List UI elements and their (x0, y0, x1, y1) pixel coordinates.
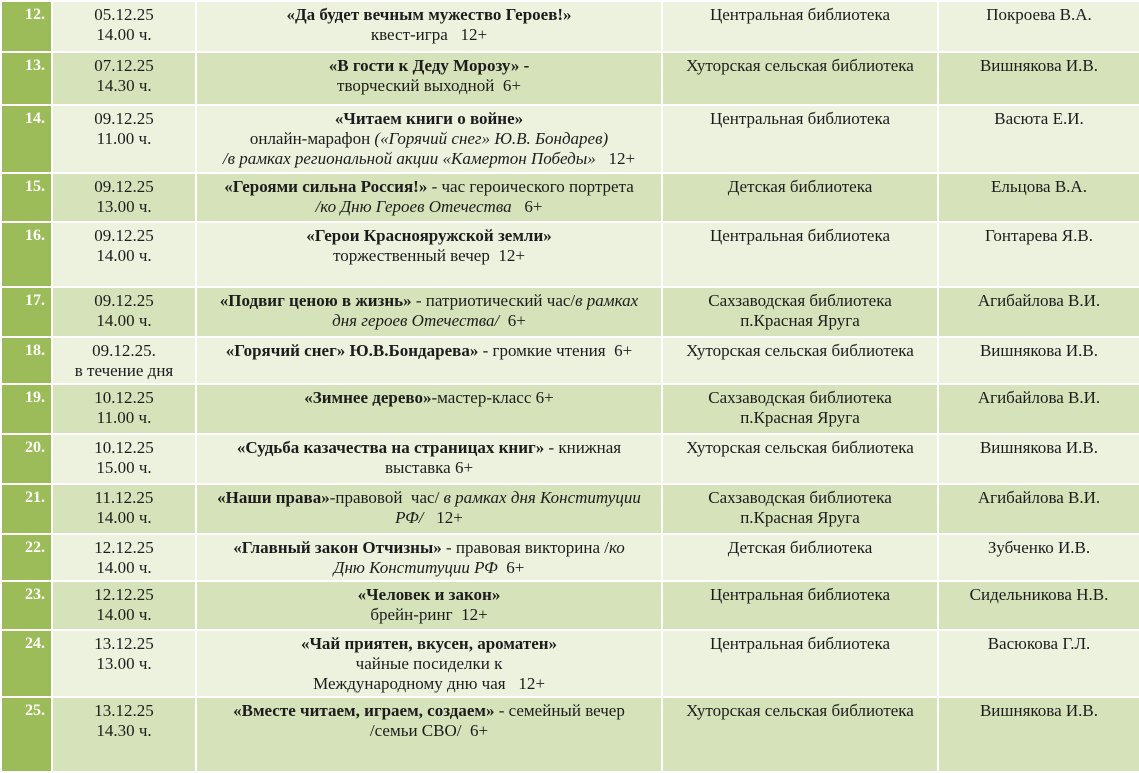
date-line: 14.30 ч. (96, 721, 152, 740)
location-line: Сахзаводская библиотека (708, 291, 892, 310)
location-line: Центральная библиотека (709, 634, 891, 653)
event-line (201, 388, 657, 408)
date-line: 14.00 ч. (96, 558, 152, 577)
responsible-person-cell: Вишнякова И.В. (938, 337, 1139, 384)
row-number-cell: 16. (1, 222, 52, 287)
date-cell (52, 434, 196, 484)
row-number-cell: 23. (1, 581, 52, 630)
table-row (1, 173, 1139, 222)
date-cell (52, 581, 196, 630)
event-cell (196, 52, 662, 105)
event-text-segment: торжественный вечер 12+ (333, 246, 525, 265)
event-line (201, 585, 657, 605)
event-text-segment: «Да будет вечным мужество Героев!» (286, 5, 572, 24)
date-line: 11.00 ч. (96, 129, 152, 148)
date-line: 13.00 ч. (96, 654, 152, 673)
event-text-segment: «Вместе читаем, играем, создаем» (233, 701, 495, 720)
location-cell (662, 434, 938, 484)
table-row (1, 1, 1139, 52)
event-line (201, 197, 657, 217)
location-line: п.Красная Яруга (740, 408, 860, 427)
date-cell (52, 1, 196, 52)
table-row (1, 434, 1139, 484)
table-row (1, 287, 1139, 337)
location-line: Центральная библиотека (709, 109, 891, 128)
event-text-segment: дня героев Отечества/ (332, 311, 500, 330)
event-cell (196, 1, 662, 52)
location-line: Сахзаводская библиотека (708, 388, 892, 407)
event-text-segment: «Главный закон Отчизны» (233, 538, 442, 557)
date-line: 14.30 ч. (96, 76, 152, 95)
event-line (201, 605, 657, 625)
responsible-person-cell: Агибайлова В.И. (938, 384, 1139, 434)
date-line: 13.12.25 (94, 701, 154, 720)
event-line (201, 246, 657, 266)
location-cell (662, 105, 938, 173)
table-row (1, 697, 1139, 772)
event-text-segment: «Героями сильна Россия!» (224, 177, 428, 196)
table-body (1, 1, 1139, 772)
event-text-segment: квест-игра 12+ (370, 25, 488, 44)
date-line: 15.00 ч. (96, 458, 152, 477)
responsible-person-cell: Покроева В.А. (938, 1, 1139, 52)
location-cell (662, 52, 938, 105)
row-number-cell: 18. (1, 337, 52, 384)
event-text-segment: 12+ (595, 149, 636, 168)
event-cell (196, 581, 662, 630)
table-row (1, 222, 1139, 287)
table-row (1, 337, 1139, 384)
date-line: 14.00 ч. (96, 508, 152, 527)
event-text-segment: Международному дню чая 12+ (313, 674, 545, 693)
event-cell (196, 337, 662, 384)
date-line: 10.12.25 (94, 438, 154, 457)
location-cell (662, 222, 938, 287)
responsible-person-cell: Гонтарева Я.В. (938, 222, 1139, 287)
location-line: п.Красная Яруга (740, 508, 860, 527)
event-text-segment: - книжная (544, 438, 622, 457)
event-cell (196, 484, 662, 534)
row-number-cell: 12. (1, 1, 52, 52)
event-line (201, 654, 657, 674)
location-cell (662, 484, 938, 534)
responsible-person-cell: Вишнякова И.В. (938, 697, 1139, 772)
row-number-cell: 20. (1, 434, 52, 484)
date-cell (52, 484, 196, 534)
event-cell (196, 384, 662, 434)
event-text-segment: в рамках дня Конституции (443, 488, 641, 507)
event-cell (196, 697, 662, 772)
location-line: Хуторская сельская библиотека (686, 438, 914, 457)
event-text-segment: онлайн-марафон (249, 129, 375, 148)
event-cell (196, 105, 662, 173)
event-line (201, 508, 657, 528)
date-line: 14.00 ч. (96, 311, 152, 330)
location-line: Хуторская сельская библиотека (686, 701, 914, 720)
date-line: 14.00 ч. (96, 25, 152, 44)
location-cell (662, 384, 938, 434)
row-number-cell: 17. (1, 287, 52, 337)
table-row (1, 581, 1139, 630)
event-text-segment: «Подвиг ценою в жизнь» (219, 291, 412, 310)
responsible-person-cell: Сидельникова Н.В. (938, 581, 1139, 630)
event-line (201, 129, 657, 149)
event-text-segment: /в рамках региональной акции «Камертон Победы» (222, 149, 596, 168)
location-cell (662, 581, 938, 630)
table-row (1, 384, 1139, 434)
event-text-segment: брейн-ринг 12+ (370, 605, 488, 624)
responsible-person-cell: Зубченко И.В. (938, 534, 1139, 581)
date-line: 12.12.25 (94, 585, 154, 604)
date-cell (52, 105, 196, 173)
event-text-segment: «Горячий снег» Ю.В.Бондарева» (225, 341, 479, 360)
event-text-segment: «Читаем книги о войне» (334, 109, 524, 128)
event-line (201, 311, 657, 331)
responsible-person-cell: Васюкова Г.Л. (938, 630, 1139, 697)
location-line: п.Красная Яруга (740, 311, 860, 330)
event-cell (196, 630, 662, 697)
event-line (201, 5, 657, 25)
date-cell (52, 287, 196, 337)
event-text-segment: 6+ (499, 311, 526, 330)
date-line: 10.12.25 (94, 388, 154, 407)
event-text-segment: («Горячий снег» Ю.В. Бондарев) (374, 129, 609, 148)
responsible-person-cell: Агибайлова В.И. (938, 287, 1139, 337)
event-text-segment: - громкие чтения 6+ (478, 341, 633, 360)
date-line: 14.00 ч. (96, 246, 152, 265)
event-text-segment: «Наши права» (217, 488, 330, 507)
date-cell (52, 173, 196, 222)
location-cell (662, 697, 938, 772)
event-line (201, 438, 657, 458)
date-line: 14.00 ч. (96, 605, 152, 624)
event-line (201, 488, 657, 508)
event-text-segment: «Зимнее дерево» (304, 388, 432, 407)
event-line (201, 674, 657, 694)
date-cell (52, 697, 196, 772)
event-text-segment: - час героического портрета (427, 177, 634, 196)
event-text-segment: творческий выходной 6+ (337, 76, 521, 95)
row-number-cell: 14. (1, 105, 52, 173)
location-line: Детская библиотека (727, 177, 873, 196)
responsible-person-cell: Вишнякова И.В. (938, 52, 1139, 105)
event-line (201, 177, 657, 197)
responsible-person-cell: Ельцова В.А. (938, 173, 1139, 222)
event-text-segment: РФ/ (395, 508, 424, 527)
event-text-segment: «Чай приятен, вкусен, ароматен» (300, 634, 558, 653)
table-row (1, 52, 1139, 105)
event-text-segment: 12+ (423, 508, 463, 527)
responsible-person-cell: Васюта Е.И. (938, 105, 1139, 173)
event-line (201, 558, 657, 578)
responsible-person-cell: Агибайлова В.И. (938, 484, 1139, 534)
row-number-cell: 15. (1, 173, 52, 222)
event-text-segment: 6+ (497, 558, 525, 577)
date-line: 09.12.25 (94, 109, 154, 128)
date-line: 09.12.25 (94, 291, 154, 310)
location-line: Сахзаводская библиотека (708, 488, 892, 507)
event-text-segment: Дню Конституции РФ (333, 558, 498, 577)
date-line: 05.12.25 (94, 5, 154, 24)
location-cell (662, 534, 938, 581)
event-line (201, 341, 657, 361)
event-line (201, 291, 657, 311)
event-line (201, 109, 657, 129)
event-text-segment: в рамках (575, 291, 639, 310)
date-line: 09.12.25 (94, 177, 154, 196)
location-cell (662, 1, 938, 52)
date-line: 09.12.25 (94, 226, 154, 245)
date-line: 09.12.25. (92, 341, 156, 360)
date-cell (52, 337, 196, 384)
table-row (1, 534, 1139, 581)
event-text-segment: -правовой час/ (329, 488, 444, 507)
location-line: Центральная библиотека (709, 585, 891, 604)
event-cell (196, 222, 662, 287)
location-cell (662, 173, 938, 222)
date-cell (52, 534, 196, 581)
event-text-segment: /семьи СВО/ 6+ (369, 721, 489, 740)
date-cell (52, 630, 196, 697)
date-line: 13.00 ч. (96, 197, 152, 216)
location-line: Детская библиотека (727, 538, 873, 557)
table-row (1, 484, 1139, 534)
date-line: в течение дня (74, 361, 174, 380)
event-line (201, 721, 657, 741)
event-cell (196, 534, 662, 581)
table-row (1, 630, 1139, 697)
event-text-segment: - патриотический час/ (411, 291, 576, 310)
row-number-cell: 25. (1, 697, 52, 772)
location-line: Центральная библиотека (709, 5, 891, 24)
date-line: 11.12.25 (94, 488, 154, 507)
location-cell (662, 287, 938, 337)
event-text-segment: 6+ (511, 197, 543, 216)
event-text-segment: - семейный вечер (494, 701, 625, 720)
event-text-segment: «Герои Краснояружской земли» (306, 226, 552, 245)
event-text-segment: «В гости к Деду Морозу» - (328, 56, 530, 75)
event-text-segment: /ко Дню Героев Отечества (315, 197, 512, 216)
event-text-segment: выставка 6+ (384, 458, 474, 477)
location-line: Хуторская сельская библиотека (686, 56, 914, 75)
row-number-cell: 19. (1, 384, 52, 434)
row-number-cell: 22. (1, 534, 52, 581)
event-line (201, 56, 657, 76)
event-text-segment: - правовая викторина / (441, 538, 609, 557)
date-line: 12.12.25 (94, 538, 154, 557)
event-line (201, 701, 657, 721)
row-number-cell: 13. (1, 52, 52, 105)
location-cell (662, 630, 938, 697)
event-line (201, 226, 657, 246)
event-line (201, 149, 657, 169)
responsible-person-cell: Вишнякова И.В. (938, 434, 1139, 484)
date-cell (52, 52, 196, 105)
event-line (201, 634, 657, 654)
event-text-segment: ко (608, 538, 625, 557)
table-row (1, 105, 1139, 173)
location-line: Хуторская сельская библиотека (686, 341, 914, 360)
event-line (201, 458, 657, 478)
date-line: 11.00 ч. (96, 408, 152, 427)
event-text-segment: «Человек и закон» (357, 585, 501, 604)
event-line (201, 538, 657, 558)
event-line (201, 25, 657, 45)
event-text-segment: -мастер-класс 6+ (431, 388, 554, 407)
location-line: Центральная библиотека (709, 226, 891, 245)
event-text-segment: чайные посиделки к (355, 654, 503, 673)
row-number-cell: 24. (1, 630, 52, 697)
event-cell (196, 434, 662, 484)
date-cell (52, 384, 196, 434)
event-text-segment: «Судьба казачества на страницах книг» (236, 438, 545, 457)
event-line (201, 76, 657, 96)
event-cell (196, 287, 662, 337)
event-cell (196, 173, 662, 222)
date-line: 13.12.25 (94, 634, 154, 653)
row-number-cell: 21. (1, 484, 52, 534)
date-line: 07.12.25 (94, 56, 154, 75)
location-cell (662, 337, 938, 384)
date-cell (52, 222, 196, 287)
